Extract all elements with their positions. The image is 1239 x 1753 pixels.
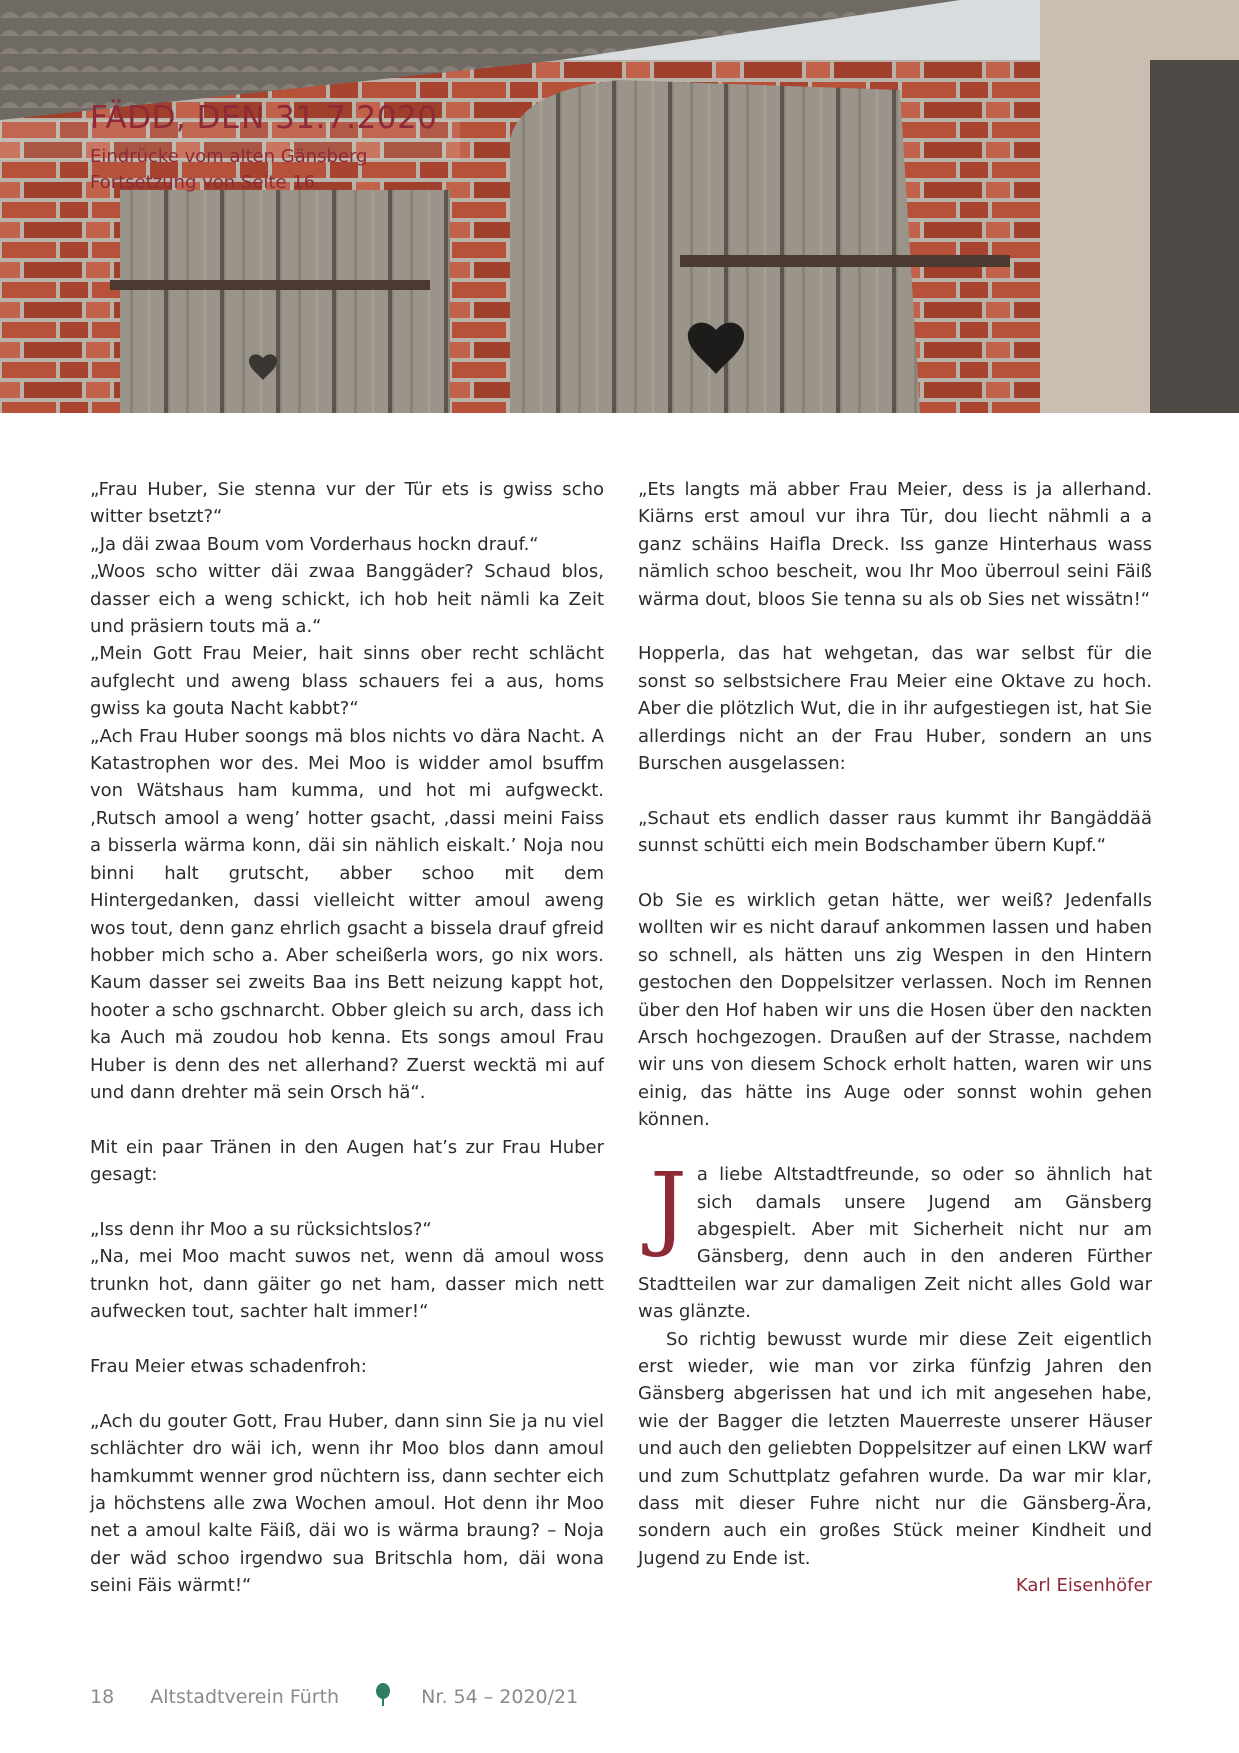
- paragraph: a liebe Altstadtfreunde, so oder so ähnlich hat sich damals unsere Jugend am Gänsberg abgespielt. Aber mit Sicherheit nicht nur am Gänsberg, denn auch in den anderen Fürther Stadtteilen war zur damaligen Zeit nicht alles Gold war was glänzte.: [638, 1164, 1152, 1323]
- author-name: Karl Eisenhöfer: [1015, 1575, 1152, 1597]
- dropcap-paragraph: [638, 1153, 1152, 1325]
- barn-door-photo: [0, 0, 1239, 413]
- page-number: 18: [90, 1686, 115, 1708]
- paragraph: „Iss denn ihr Moo a su rücksichtslos?“: [90, 1218, 432, 1240]
- paragraph: Mit ein paar Tränen in den Augen hat’s zur Frau Huber gesagt:: [90, 1136, 604, 1186]
- page-title: FÄDD, DEN 31.7.2020: [90, 100, 438, 136]
- paragraph: Hopperla, das hat wehgetan, das war selbst für die sonst so selbstsichere Frau Meier eine Oktave zu hoch. Aber die plötzlich Wut, die in ihr aufgestiegen ist, hat Sie allerdings nicht an der Frau Huber, sondern an uns Burschen ausgelassen:: [638, 643, 1152, 775]
- paragraph: „Ja däi zwaa Boum vom Vorderhaus hockn drauf.“: [90, 533, 539, 555]
- paragraph: „Na, mei Moo macht suwos net, wenn dä amoul woss trunkn hot, dann gäiter go net ham, dasser mich nett aufwecken tout, sachter halt immer!“: [90, 1246, 604, 1323]
- title-block: [90, 100, 437, 196]
- paragraph: Ob Sie es wirklich getan hätte, wer weiß? Jedenfalls wollten wir es nicht darauf ankommen lassen und haben so schnell, als hätten uns zig Wespen in den Hintern gestochen den Doppelsitzer verlassen. Noch im Rennen über den Hof haben wir uns die Hosen über den nackten Arsch hochgezogen. Draußen auf der Strasse, nachdem wir uns von diesem Schock erholt hatten, waren wir uns einig, das hätte ins Auge oder sonnst wohin gehen können.: [638, 890, 1152, 1131]
- paragraph: „Frau Huber, Sie stenna vur der Tür ets is gwiss scho witter bsetzt?“: [90, 479, 604, 528]
- paragraph: So richtig bewusst wurde mir diese Zeit eigentlich erst wieder, wie man vor zirka fünfzig Jahren den Gänsberg abgerissen hat und ich mit angesehen habe, wie der Bagger die letzten Mauerreste unserer Häuser und auch den geliebten Doppelsitzer auf einen LKW warf und zum Schuttplatz gefahren wurde. Da war mir klar, dass mit dieser Fuhre nicht nur die Gänsberg-Ära, sondern auch ein großes Stück meiner Kindheit und Jugend zu Ende ist.: [638, 1328, 1152, 1569]
- issue-number: Nr. 54 – 2020/21: [421, 1686, 579, 1708]
- paragraph: „Woos scho witter däi zwaa Banggäder? Schaud blos, dasser eich a weng schickt, ich hob heit nämli ka Zeit und präsiern touts mä a.“: [90, 561, 604, 638]
- dropcap: J: [650, 1153, 687, 1261]
- paragraph: „Ets langts mä abber Frau Meier, dess is ja allerhand. Kiärns erst amoul vur ihra Tür, dou liecht nähmli a a ganz schäins Haifla Dreck. Iss ganze Hinterhaus wass nämlich schoo bescheit, wou Ihr Moo überroul seini Fäiß wärma dout, bloos Sie tenna su als ob Sies net wissätn!“: [638, 479, 1152, 610]
- tree-leaf-icon: [375, 1683, 391, 1712]
- subtitle: [90, 144, 437, 196]
- subtitle-line-2: Fortsetzung von Seite 16: [90, 172, 316, 193]
- paragraph: „Mein Gott Frau Meier, hait sinns ober recht schlächt aufglecht und aweng blass schauers fei a aus, homs gwiss ka gouta Nacht kabbt?“: [90, 643, 604, 720]
- right-column: [638, 476, 1152, 1600]
- publisher-name: Altstadtverein Fürth: [150, 1686, 340, 1708]
- page-footer: [90, 1683, 608, 1712]
- left-column: [90, 476, 604, 1600]
- header-photo: [0, 0, 1239, 413]
- paragraph: „Schaut ets endlich dasser raus kummt ihr Bangäddää sunnst schütti eich mein Bodschamber übern Kupf.“: [638, 807, 1152, 857]
- paragraph: „Ach du gouter Gott, Frau Huber, dann sinn Sie ja nu viel schlächter dro wäi ich, wenn ihr Moo blos dann amoul hamkummt wenner grod nüchtern iss, dann sechter eich ja höchstens alle zwa Wochen amoul. Hot denn ihr Moo net a amoul kalte Fäiß, däi wo is wärma braung? – Noja der wäd schoo irgendwo sua Britschla hom, däi wona seini Fäis wärmt!“: [90, 1410, 604, 1597]
- paragraph: Frau Meier etwas schadenfroh:: [90, 1355, 367, 1377]
- paragraph: „Ach Frau Huber soongs mä blos nichts vo dära Nacht. A Katastrophen wor des. Mei Moo is widder amol bsuffm von Wätshaus ham kumma, und hot mi aufgweckt. ‚Rutsch amool a weng’ hotter gsacht, ‚dassi meini Faiss a bisserla wärma konn, däi sin nählich eiskalt.’ Noja nou binni halt grutscht, abber schoo mit dem Hintergedanken, dassi vielleicht witter amoul aweng wos tout, denn ganz ehrlich gsacht a bissela drauf gfreid hobber mich scho a. Aber scheißerla wors, go nix wors. Kaum dasser sei zweits Baa ins Bett neizung kappt hot, hooter a scho gschnarcht. Obber gleich su arch, dass ich ka Auch mä zoudou hob kenna. Ets songs amoul Frau Huber is denn des net allerhand? Zuerst wecktä mi auf und dann drehter mä sein Orsch hä“.: [90, 725, 604, 1103]
- subtitle-line-1: Eindrücke vom alten Gänsberg: [90, 146, 368, 167]
